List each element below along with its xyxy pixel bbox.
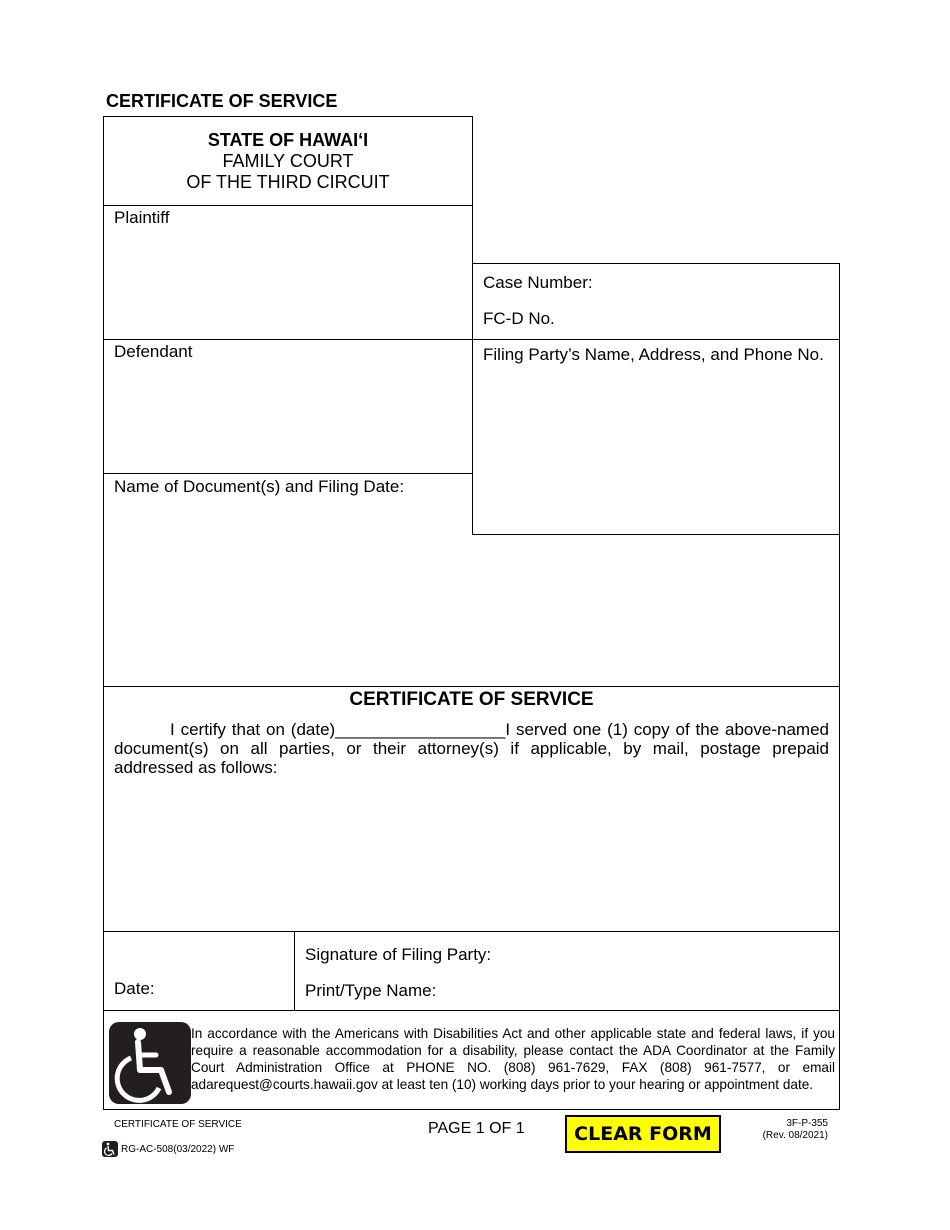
service-addresses-field[interactable]: [112, 782, 831, 929]
fcd-number-field[interactable]: [558, 308, 832, 330]
ada-notice: In accordance with the Americans with Disabilities Act and other applicable state and federal laws, if you require a reasonable accommodation for a disability, please contact the ADA Coordinator at the Family Court Administration Office at PHONE NO. (808) 961-7629, FAX (808) 961-7577, or email adarequest@courts.hawaii.gov at least ten (10) working days prior to your hearing or appointment date.: [191, 1026, 835, 1092]
caption-top-border: [103, 116, 473, 117]
service-date-field[interactable]: [334, 720, 510, 741]
date-field[interactable]: [160, 978, 292, 1000]
circuit-name: OF THE THIRD CIRCUIT: [186, 172, 390, 192]
plaintiff-bottom-border: [103, 339, 840, 340]
signature-bottom-border: [103, 1010, 840, 1011]
plaintiff-field[interactable]: [112, 232, 466, 336]
clear-form-button[interactable]: CLEAR FORM: [565, 1115, 721, 1153]
plaintiff-label: Plaintiff: [114, 208, 170, 227]
fcd-label: FC-D No.: [483, 309, 555, 328]
footer-form-name: CERTIFICATE OF SERVICE: [114, 1119, 242, 1130]
case-number-label: Case Number:: [483, 273, 593, 292]
court-bottom-border: [103, 205, 473, 206]
defendant-bottom-border: [103, 473, 473, 474]
form-number-block: [760, 1118, 828, 1142]
defendant-label: Defendant: [114, 342, 193, 361]
certificate-heading: CERTIFICATE OF SERVICE: [349, 689, 594, 710]
form-number: 3F-P-355: [786, 1118, 828, 1129]
date-divider: [294, 931, 295, 1010]
signature-top-border: [103, 931, 840, 932]
rg-code: RG-AC-508(03/2022) WF: [121, 1144, 235, 1155]
wheelchair-icon: [109, 1022, 191, 1104]
state-name: STATE OF HAWAI‘I: [207, 130, 369, 150]
form-revision: (Rev. 08/2021): [762, 1130, 828, 1141]
certificate-top-border: [103, 686, 840, 687]
print-name-label: Print/Type Name:: [305, 981, 437, 1000]
form-title: CERTIFICATE OF SERVICE: [106, 91, 338, 111]
caption-left-border: [103, 116, 104, 1110]
page-indicator: PAGE 1 OF 1: [428, 1120, 525, 1137]
defendant-field[interactable]: [112, 366, 466, 470]
form-bottom-border: [103, 1109, 840, 1110]
court-name: FAMILY COURT: [222, 151, 354, 171]
court-header: [104, 130, 472, 193]
filing-party-field[interactable]: [481, 370, 835, 532]
certificate-statement: I certify that on (date)__________________I served one (1) copy of the above-named document(s) on all parties, or their attorney(s) if applicable, by mail, postage prepaid addressed as follows:: [114, 720, 829, 777]
date-label: Date:: [114, 979, 155, 998]
small-wheelchair-icon: [102, 1141, 118, 1157]
case-number-field[interactable]: [598, 272, 832, 294]
filing-party-label: Filing Party’s Name, Address, and Phone No.: [483, 345, 824, 364]
document-label: Name of Document(s) and Filing Date:: [114, 477, 405, 496]
case-top-border: [472, 263, 840, 264]
signature-label: Signature of Filing Party:: [305, 945, 492, 964]
print-name-field[interactable]: [442, 980, 836, 1002]
